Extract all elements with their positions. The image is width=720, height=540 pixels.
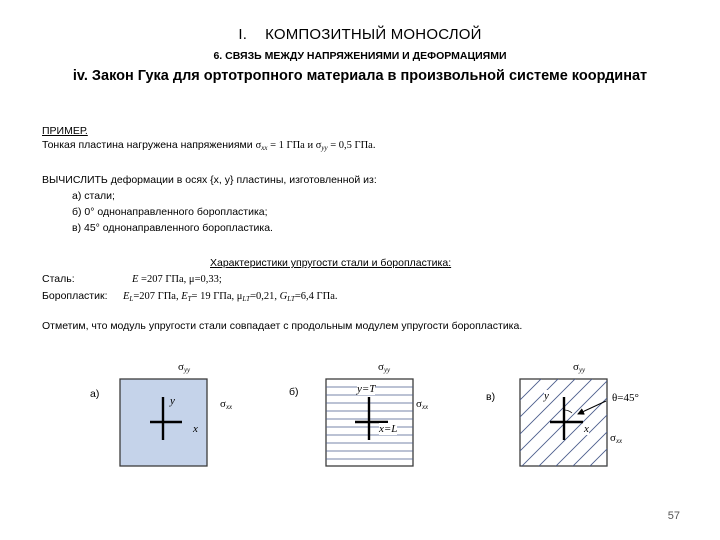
sigma-yy-b: $\sigma_{yy}$ [378,361,391,374]
properties-heading: Характеристики упругости стали и боропластика: [210,257,452,269]
steel-properties: E =207 ГПа, μ=0,33; [132,274,222,285]
example-line: Тонкая пластина нагружена напряжениями $\sigma_{xx} = 1$ ГПа и $\sigma_{yy} = 0,5$ ГПа. [42,139,376,152]
y-label-c: y [544,390,549,402]
x-equals-l-label: x=L [379,423,398,435]
sigma-xx-a: $\sigma_{xx}$ [220,398,233,411]
sigma-xx-c: $\sigma_{xx}$ [610,432,623,445]
figure-c [500,360,713,488]
task-item-b: б) 0° однонаправленного боропластика; [72,206,268,218]
x-label-a: x [193,423,198,435]
boroplastic-properties: $E_L=207$ ГПа, $E_T= 19$ ГПа, $\mu_{LT}=0,21$, $G_{LT}=6,4$ ГПа. [123,291,338,303]
task-item-a: а) стали; [72,190,115,202]
figure-c-label: в) [486,391,496,403]
figure-a-label: а) [90,388,100,400]
section-number: I. [238,26,248,43]
section-title: КОМПОЗИТНЫЙ МОНОСЛОЙ [265,26,482,43]
y-equals-t-label: y=T [357,383,376,395]
task-line: ВЫЧИСЛИТЬ деформации в осях {x, y} пластины, изготовленной из: [42,174,377,186]
steel-label: Сталь: [42,273,75,285]
page-title: iv. Закон Гука для ортотропного материала в произвольной системе координат [72,68,648,84]
sigma-yy-a: $\sigma_{yy}$ [178,361,191,374]
y-label-a: y [170,395,175,407]
subtitle: 6. СВЯЗЬ МЕЖДУ НАПРЯЖЕНИЯМИ И ДЕФОРМАЦИЯМИ [213,50,507,62]
sigma-xx: $\sigma_{xx} = 1$ ГПа [255,140,305,152]
note: Отметим, что модуль упругости стали совпадает с продольным модулем упругости боропластика. [42,320,523,332]
sigma-xx-b: $\sigma_{xx}$ [416,398,429,411]
example-heading: ПРИМЕР. [42,125,88,137]
task-item-c: в) 45° однонаправленного боропластика. [72,222,273,234]
page-number: 57 [667,510,680,522]
figure-b-label: б) [289,386,299,398]
sigma-yy: $\sigma_{yy} = 0,5$ ГПа. [315,140,376,152]
x-label-c: x [584,423,589,435]
theta-label: θ=45° [612,392,639,404]
boroplastic-label: Боропластик: [42,290,108,302]
sigma-yy-c: $\sigma_{yy}$ [573,361,586,374]
